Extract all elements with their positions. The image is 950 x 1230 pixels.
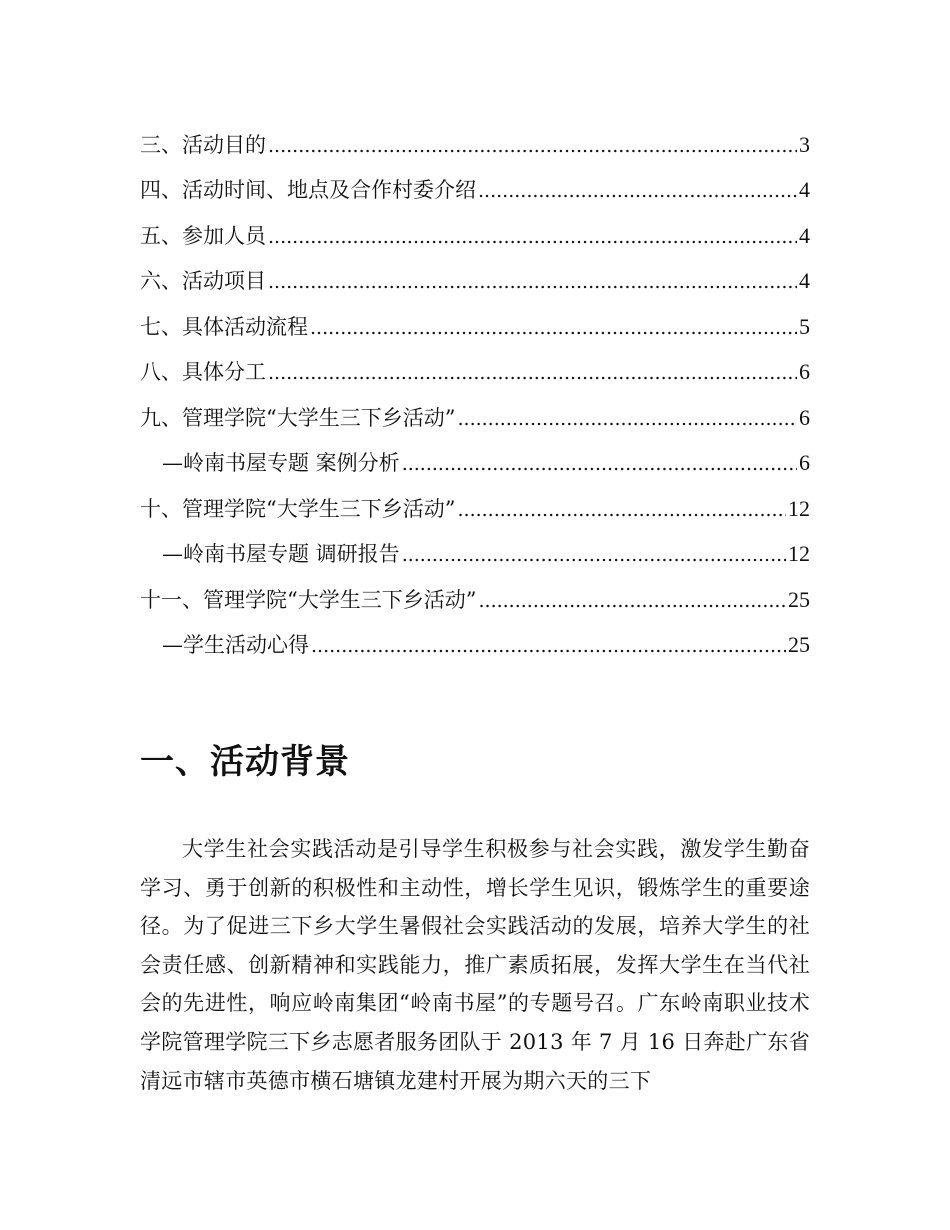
toc-page-number: 25 bbox=[788, 632, 810, 657]
toc-page-number: 3 bbox=[799, 131, 810, 157]
toc-page-number: 6 bbox=[799, 404, 810, 430]
toc-entry-label: 四、活动时间、地点及合作村委介绍 bbox=[140, 178, 476, 202]
toc-dot-leader bbox=[457, 501, 786, 520]
toc-entry[interactable] bbox=[140, 474, 810, 520]
toc-page-number: 12 bbox=[788, 541, 810, 566]
toc-page-number: 4 bbox=[799, 268, 810, 293]
toc-entry[interactable] bbox=[140, 338, 810, 384]
toc-dot-leader bbox=[457, 410, 797, 429]
toc-dot-leader bbox=[311, 637, 786, 656]
section-heading: 一、活动背景 bbox=[140, 742, 350, 782]
toc-dot-leader bbox=[268, 137, 797, 156]
toc-dot-leader bbox=[402, 455, 797, 474]
toc-dot-leader bbox=[402, 546, 786, 565]
toc-entry-label: 六、活动项目 bbox=[140, 269, 266, 293]
toc-entry-label: 十、管理学院“大学生三下乡活动” bbox=[140, 496, 456, 521]
toc-entry-label: —学生活动心得 bbox=[162, 633, 309, 657]
toc-page-number: 12 bbox=[788, 495, 810, 521]
toc-dot-leader bbox=[268, 273, 797, 292]
toc-subentry[interactable] bbox=[140, 611, 810, 657]
toc-entry[interactable] bbox=[140, 201, 810, 247]
toc-page-number: 4 bbox=[799, 222, 810, 248]
toc-dot-leader bbox=[478, 182, 797, 201]
toc-dot-leader bbox=[310, 319, 797, 338]
toc-entry-label: —岭南书屋专题 案例分析 bbox=[162, 451, 400, 475]
toc-entry-label: 五、参加人员 bbox=[140, 223, 266, 248]
toc-subentry[interactable] bbox=[140, 520, 810, 566]
toc-subentry[interactable] bbox=[140, 429, 810, 475]
toc-entry-label: 三、活动目的 bbox=[140, 132, 266, 157]
toc-page-number: 25 bbox=[788, 586, 810, 612]
toc-entry-label: 九、管理学院“大学生三下乡活动” bbox=[140, 405, 456, 430]
toc-entry[interactable] bbox=[140, 565, 810, 611]
table-of-contents bbox=[140, 110, 810, 656]
toc-dot-leader bbox=[268, 228, 797, 247]
toc-dot-leader bbox=[478, 592, 786, 611]
toc-entry[interactable] bbox=[140, 156, 810, 202]
toc-page-number: 5 bbox=[799, 313, 810, 339]
toc-entry-label: 十一、管理学院“大学生三下乡活动” bbox=[140, 587, 477, 612]
toc-page-number: 4 bbox=[799, 177, 810, 202]
toc-entry-label: —岭南书屋专题 调研报告 bbox=[162, 542, 400, 566]
toc-entry-label: 七、具体活动流程 bbox=[140, 314, 308, 339]
toc-page-number: 6 bbox=[799, 359, 810, 384]
toc-entry[interactable] bbox=[140, 110, 810, 156]
toc-page-number: 6 bbox=[799, 450, 810, 475]
toc-entry[interactable] bbox=[140, 383, 810, 429]
toc-entry-label: 八、具体分工 bbox=[140, 360, 266, 384]
body-paragraph: 大学生社会实践活动是引导学生积极参与社会实践，激发学生勤奋学习、勇于创新的积极性和主动性，增长学生见识，锻炼学生的重要途径。为了促进三下乡大学生暑假社会实践活动的发展，培养大学生的社会责任感、创新精神和实践能力，推广素质拓展，发挥大学生在当代社会的先进性，响应岭南集团“岭南书屋”的专题号召。广东岭南职业技术学院管理学院三下乡志愿者服务团队于 2013 年 7 月 16 日奔赴广东省清远市辖市英德市横石塘镇龙建村开展为期六天的三下 bbox=[140, 837, 810, 1093]
toc-dot-leader bbox=[268, 364, 797, 383]
toc-entry[interactable] bbox=[140, 247, 810, 293]
toc-entry[interactable] bbox=[140, 292, 810, 338]
